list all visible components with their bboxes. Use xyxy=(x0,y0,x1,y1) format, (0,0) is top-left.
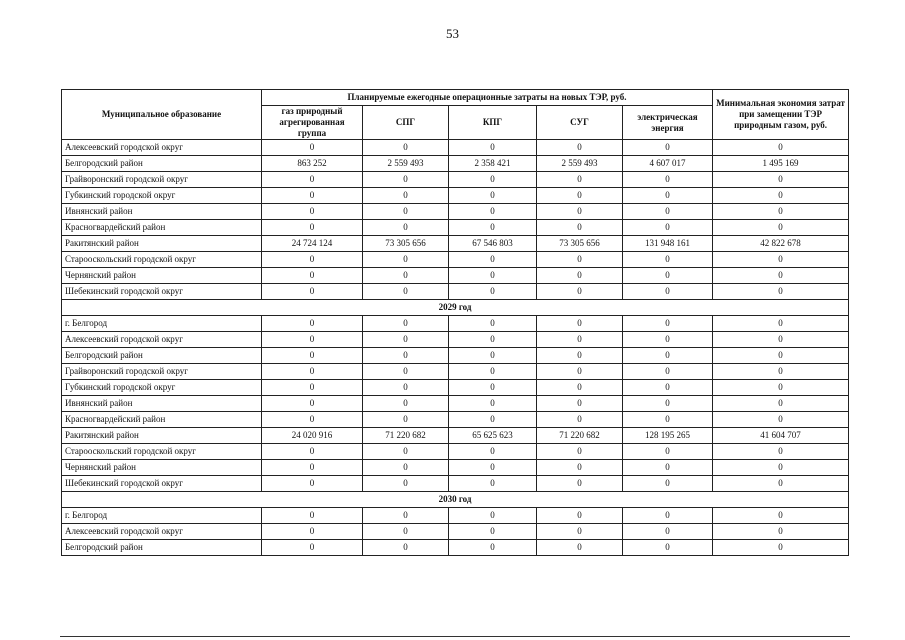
value-cell: 0 xyxy=(262,444,363,460)
value-cell: 0 xyxy=(713,396,849,412)
value-cell: 0 xyxy=(713,524,849,540)
table-row xyxy=(62,156,849,172)
value-cell: 0 xyxy=(713,316,849,332)
value-cell: 0 xyxy=(713,252,849,268)
value-cell: 0 xyxy=(449,172,537,188)
value-cell: 0 xyxy=(262,204,363,220)
value-cell: 0 xyxy=(262,380,363,396)
table-row xyxy=(62,380,849,396)
value-cell: 2 559 493 xyxy=(363,156,449,172)
value-cell: 0 xyxy=(262,364,363,380)
value-cell: 2 358 421 xyxy=(449,156,537,172)
value-cell: 0 xyxy=(449,508,537,524)
value-cell: 73 305 656 xyxy=(363,236,449,252)
header-municipality: Муниципальное образование xyxy=(62,90,262,140)
municipality-cell: Шебекинский городской округ xyxy=(62,284,262,300)
value-cell: 0 xyxy=(363,172,449,188)
value-cell: 0 xyxy=(713,220,849,236)
table-body xyxy=(62,140,849,556)
value-cell: 0 xyxy=(623,268,713,284)
value-cell: 0 xyxy=(449,460,537,476)
value-cell: 0 xyxy=(449,412,537,428)
value-cell: 0 xyxy=(713,364,849,380)
municipality-cell: г. Белгород xyxy=(62,508,262,524)
value-cell: 71 220 682 xyxy=(537,428,623,444)
value-cell: 0 xyxy=(713,476,849,492)
value-cell: 0 xyxy=(537,524,623,540)
value-cell: 0 xyxy=(537,348,623,364)
value-cell: 0 xyxy=(537,380,623,396)
value-cell: 0 xyxy=(363,460,449,476)
value-cell: 0 xyxy=(623,364,713,380)
year-row xyxy=(62,492,849,508)
value-cell: 0 xyxy=(449,348,537,364)
value-cell: 42 822 678 xyxy=(713,236,849,252)
table-row xyxy=(62,188,849,204)
value-cell: 0 xyxy=(537,220,623,236)
value-cell: 0 xyxy=(449,140,537,156)
value-cell: 0 xyxy=(262,540,363,556)
value-cell: 0 xyxy=(449,316,537,332)
value-cell: 0 xyxy=(449,220,537,236)
value-cell: 0 xyxy=(262,412,363,428)
year-label: 2029 год xyxy=(62,300,849,316)
value-cell: 2 559 493 xyxy=(537,156,623,172)
municipality-cell: Старооскольский городской округ xyxy=(62,444,262,460)
value-cell: 0 xyxy=(262,524,363,540)
value-cell: 0 xyxy=(623,204,713,220)
municipality-cell: Грайворонский городской округ xyxy=(62,364,262,380)
table-row xyxy=(62,428,849,444)
value-cell: 0 xyxy=(623,460,713,476)
value-cell: 131 948 161 xyxy=(623,236,713,252)
value-cell: 0 xyxy=(537,204,623,220)
table-row xyxy=(62,236,849,252)
value-cell: 0 xyxy=(713,540,849,556)
value-cell: 0 xyxy=(623,524,713,540)
value-cell: 0 xyxy=(713,204,849,220)
table-row xyxy=(62,460,849,476)
value-cell: 0 xyxy=(623,188,713,204)
value-cell: 0 xyxy=(537,140,623,156)
value-cell: 0 xyxy=(713,444,849,460)
value-cell: 0 xyxy=(623,316,713,332)
value-cell: 0 xyxy=(537,332,623,348)
value-cell: 41 604 707 xyxy=(713,428,849,444)
value-cell: 0 xyxy=(623,412,713,428)
value-cell: 0 xyxy=(449,380,537,396)
municipality-cell: Алексеевский городской округ xyxy=(62,140,262,156)
municipality-cell: Красногвардейский район xyxy=(62,220,262,236)
header-planned-costs: Планируемые ежегодные операционные затраты на новых ТЭР, руб. xyxy=(262,90,713,106)
value-cell: 0 xyxy=(623,508,713,524)
municipality-cell: Губкинский городской округ xyxy=(62,188,262,204)
value-cell: 0 xyxy=(537,172,623,188)
value-cell: 0 xyxy=(537,460,623,476)
value-cell: 0 xyxy=(537,412,623,428)
value-cell: 0 xyxy=(713,140,849,156)
value-cell: 0 xyxy=(537,268,623,284)
table-row xyxy=(62,204,849,220)
value-cell: 0 xyxy=(537,508,623,524)
value-cell: 0 xyxy=(363,268,449,284)
value-cell: 0 xyxy=(262,476,363,492)
municipality-cell: Ивнянский район xyxy=(62,396,262,412)
table-row xyxy=(62,364,849,380)
value-cell: 0 xyxy=(623,540,713,556)
value-cell: 73 305 656 xyxy=(537,236,623,252)
value-cell: 0 xyxy=(713,268,849,284)
value-cell: 0 xyxy=(363,188,449,204)
value-cell: 0 xyxy=(713,284,849,300)
municipality-cell: г. Белгород xyxy=(62,316,262,332)
value-cell: 0 xyxy=(537,364,623,380)
value-cell: 0 xyxy=(262,172,363,188)
value-cell: 0 xyxy=(537,396,623,412)
header-natural-gas: газ природный агрегированная группа xyxy=(262,106,363,140)
value-cell: 0 xyxy=(623,140,713,156)
value-cell: 0 xyxy=(363,412,449,428)
municipality-cell: Белгородский район xyxy=(62,156,262,172)
year-label: 2030 год xyxy=(62,492,849,508)
value-cell: 0 xyxy=(537,444,623,460)
value-cell: 0 xyxy=(262,460,363,476)
value-cell: 0 xyxy=(449,332,537,348)
table-row xyxy=(62,252,849,268)
table-row xyxy=(62,332,849,348)
value-cell: 0 xyxy=(363,444,449,460)
value-cell: 0 xyxy=(363,316,449,332)
municipality-cell: Белгородский район xyxy=(62,540,262,556)
value-cell: 0 xyxy=(623,252,713,268)
value-cell: 67 546 803 xyxy=(449,236,537,252)
value-cell: 0 xyxy=(363,364,449,380)
value-cell: 0 xyxy=(713,188,849,204)
value-cell: 0 xyxy=(449,524,537,540)
value-cell: 0 xyxy=(449,284,537,300)
value-cell: 0 xyxy=(449,444,537,460)
municipality-cell: Ракитянский район xyxy=(62,236,262,252)
table-row xyxy=(62,524,849,540)
municipality-cell: Ивнянский район xyxy=(62,204,262,220)
value-cell: 0 xyxy=(623,348,713,364)
value-cell: 0 xyxy=(363,508,449,524)
value-cell: 0 xyxy=(623,332,713,348)
municipality-cell: Алексеевский городской округ xyxy=(62,524,262,540)
table-row xyxy=(62,220,849,236)
value-cell: 0 xyxy=(363,204,449,220)
value-cell: 0 xyxy=(363,348,449,364)
municipality-cell: Чернянский район xyxy=(62,268,262,284)
value-cell: 0 xyxy=(363,140,449,156)
value-cell: 0 xyxy=(713,380,849,396)
table-row xyxy=(62,540,849,556)
table-row xyxy=(62,412,849,428)
value-cell: 0 xyxy=(537,252,623,268)
municipality-cell: Чернянский район xyxy=(62,460,262,476)
value-cell: 0 xyxy=(449,204,537,220)
page-number: 53 xyxy=(446,26,459,41)
value-cell: 0 xyxy=(623,444,713,460)
value-cell: 1 495 169 xyxy=(713,156,849,172)
value-cell: 0 xyxy=(262,396,363,412)
header-electricity: электрическая энергия xyxy=(623,106,713,140)
value-cell: 0 xyxy=(623,380,713,396)
value-cell: 0 xyxy=(363,540,449,556)
table-row xyxy=(62,172,849,188)
value-cell: 24 724 124 xyxy=(262,236,363,252)
value-cell: 0 xyxy=(713,412,849,428)
municipality-cell: Старооскольский городской округ xyxy=(62,252,262,268)
value-cell: 0 xyxy=(363,252,449,268)
value-cell: 0 xyxy=(537,188,623,204)
value-cell: 0 xyxy=(262,284,363,300)
value-cell: 0 xyxy=(262,252,363,268)
municipality-cell: Ракитянский район xyxy=(62,428,262,444)
value-cell: 0 xyxy=(623,220,713,236)
value-cell: 0 xyxy=(713,460,849,476)
table-row xyxy=(62,396,849,412)
table-row xyxy=(62,476,849,492)
header-sug: СУГ xyxy=(537,106,623,140)
value-cell: 0 xyxy=(449,396,537,412)
value-cell: 0 xyxy=(363,284,449,300)
value-cell: 0 xyxy=(449,540,537,556)
value-cell: 0 xyxy=(363,476,449,492)
value-cell: 0 xyxy=(623,284,713,300)
header-spg: СПГ xyxy=(363,106,449,140)
value-cell: 0 xyxy=(537,540,623,556)
municipality-cell: Грайворонский городской округ xyxy=(62,172,262,188)
value-cell: 0 xyxy=(537,284,623,300)
municipality-cell: Белгородский район xyxy=(62,348,262,364)
value-cell: 0 xyxy=(713,508,849,524)
value-cell: 0 xyxy=(449,364,537,380)
value-cell: 0 xyxy=(262,508,363,524)
year-row xyxy=(62,300,849,316)
value-cell: 0 xyxy=(713,172,849,188)
table-row xyxy=(62,348,849,364)
table-row xyxy=(62,444,849,460)
municipality-cell: Красногвардейский район xyxy=(62,412,262,428)
header-kpg: КПГ xyxy=(449,106,537,140)
value-cell: 0 xyxy=(363,396,449,412)
value-cell: 0 xyxy=(262,188,363,204)
table-row xyxy=(62,508,849,524)
value-cell: 0 xyxy=(623,172,713,188)
table-row xyxy=(62,284,849,300)
value-cell: 0 xyxy=(713,348,849,364)
value-cell: 65 625 623 xyxy=(449,428,537,444)
table-row xyxy=(62,316,849,332)
value-cell: 0 xyxy=(449,476,537,492)
value-cell: 4 607 017 xyxy=(623,156,713,172)
value-cell: 0 xyxy=(363,332,449,348)
value-cell: 0 xyxy=(262,220,363,236)
cost-table xyxy=(61,89,849,556)
municipality-cell: Алексеевский городской округ xyxy=(62,332,262,348)
value-cell: 0 xyxy=(537,316,623,332)
value-cell: 0 xyxy=(262,332,363,348)
bottom-rule xyxy=(60,636,850,637)
header-min-economy: Минимальная экономия затрат при замещении ТЭР природным газом, руб. xyxy=(713,90,849,140)
value-cell: 0 xyxy=(713,332,849,348)
value-cell: 0 xyxy=(363,380,449,396)
table-header xyxy=(62,90,849,140)
value-cell: 0 xyxy=(363,524,449,540)
value-cell: 0 xyxy=(537,476,623,492)
value-cell: 0 xyxy=(262,348,363,364)
value-cell: 0 xyxy=(449,188,537,204)
value-cell: 0 xyxy=(262,268,363,284)
municipality-cell: Губкинский городской округ xyxy=(62,380,262,396)
value-cell: 128 195 265 xyxy=(623,428,713,444)
table-row xyxy=(62,140,849,156)
value-cell: 24 020 916 xyxy=(262,428,363,444)
value-cell: 71 220 682 xyxy=(363,428,449,444)
municipality-cell: Шебекинский городской округ xyxy=(62,476,262,492)
value-cell: 0 xyxy=(262,140,363,156)
table-row xyxy=(62,268,849,284)
value-cell: 863 252 xyxy=(262,156,363,172)
value-cell: 0 xyxy=(449,268,537,284)
value-cell: 0 xyxy=(623,476,713,492)
value-cell: 0 xyxy=(449,252,537,268)
value-cell: 0 xyxy=(262,316,363,332)
value-cell: 0 xyxy=(363,220,449,236)
value-cell: 0 xyxy=(623,396,713,412)
